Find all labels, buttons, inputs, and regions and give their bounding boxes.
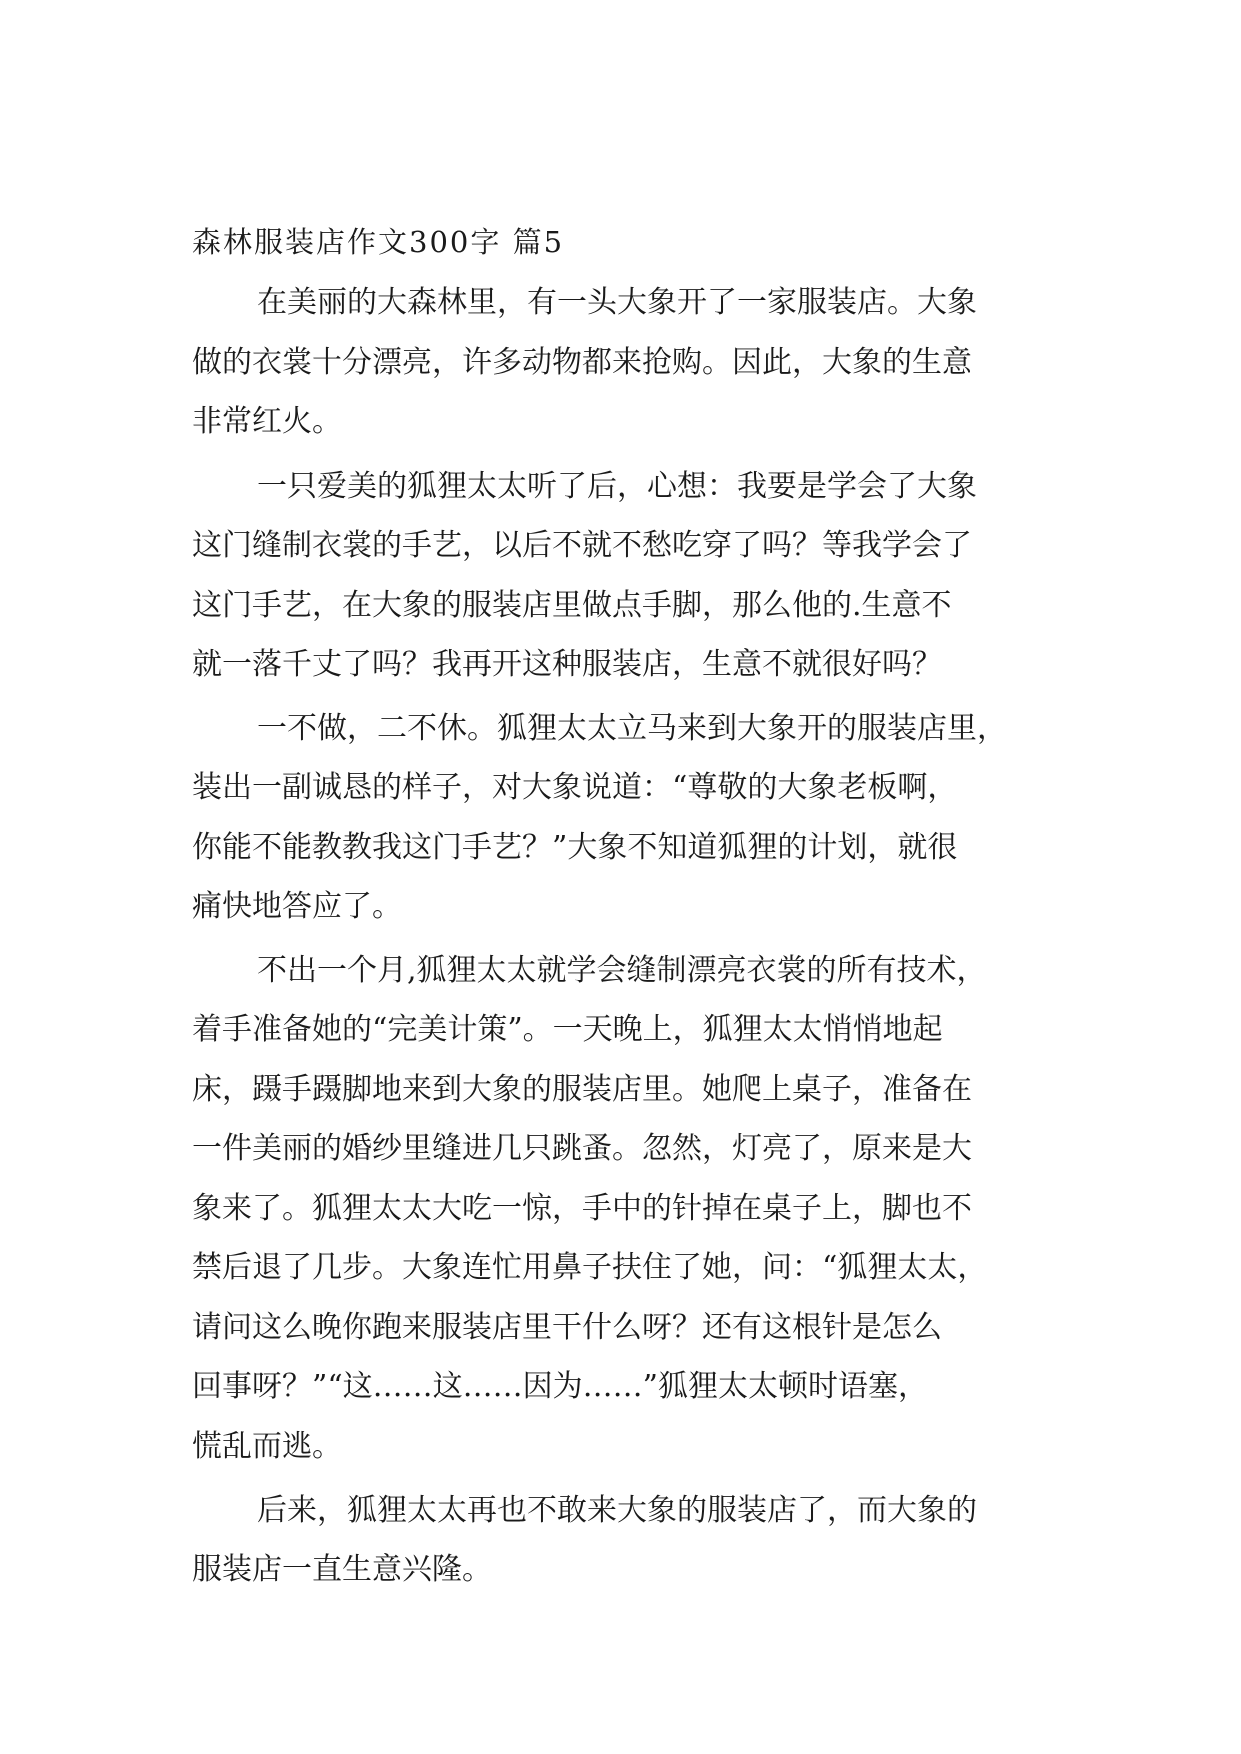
text-line: 装出一副诚恳的样子，对大象说道：“尊敬的大象老板啊， xyxy=(192,770,958,805)
text-line: 请问这么晚你跑来服装店里干什么呀？还有这根针是怎么 xyxy=(192,1310,942,1345)
text-line: 在美丽的大森林里，有一头大象开了一家服装店。大象 xyxy=(257,285,977,320)
text-line: 这门缝制衣裳的手艺，以后不就不愁吃穿了吗？等我学会了 xyxy=(192,528,972,563)
text-line: 痛快地答应了。 xyxy=(192,889,402,924)
text-line: 后来，狐狸太太再也不敢来大象的服装店了，而大象的 xyxy=(257,1493,977,1528)
document-title: 森林服装店作文300字 篇5 xyxy=(192,225,565,259)
text-line: 做的衣裳十分漂亮，许多动物都来抢购。因此，大象的生意 xyxy=(192,345,972,380)
text-line: 回事呀？”“这……这……因为……”狐狸太太顿时语塞， xyxy=(192,1369,929,1404)
text-line: 这门手艺，在大象的服装店里做点手脚，那么他的.生意不 xyxy=(192,588,952,623)
text-line: 着手准备她的“完美计策”。一天晚上，狐狸太太悄悄地起 xyxy=(192,1012,943,1047)
text-line: 象来了。狐狸太太大吃一惊，手中的针掉在桌子上，脚也不 xyxy=(192,1191,972,1226)
text-line: 一只爱美的狐狸太太听了后，心想：我要是学会了大象 xyxy=(257,469,977,504)
text-line: 一不做，二不休。狐狸太太立马来到大象开的服装店里， xyxy=(257,711,1007,746)
text-line: 床，蹑手蹑脚地来到大象的服装店里。她爬上桌子，准备在 xyxy=(192,1072,972,1107)
text-line: 一件美丽的婚纱里缝进几只跳蚤。忽然，灯亮了，原来是大 xyxy=(192,1131,972,1166)
text-line: 就一落千丈了吗？我再开这种服装店，生意不就很好吗？ xyxy=(192,647,942,682)
text-line: 禁后退了几步。大象连忙用鼻子扶住了她，问：“狐狸太太， xyxy=(192,1250,988,1285)
text-line: 服装店一直生意兴隆。 xyxy=(192,1552,492,1587)
text-line: 非常红火。 xyxy=(192,404,342,439)
text-line: 不出一个月,狐狸太太就学会缝制漂亮衣裳的所有技术， xyxy=(257,953,987,988)
text-line: 你能不能教教我这门手艺？”大象不知道狐狸的计划，就很 xyxy=(192,830,958,865)
text-line: 慌乱而逃。 xyxy=(192,1429,342,1464)
